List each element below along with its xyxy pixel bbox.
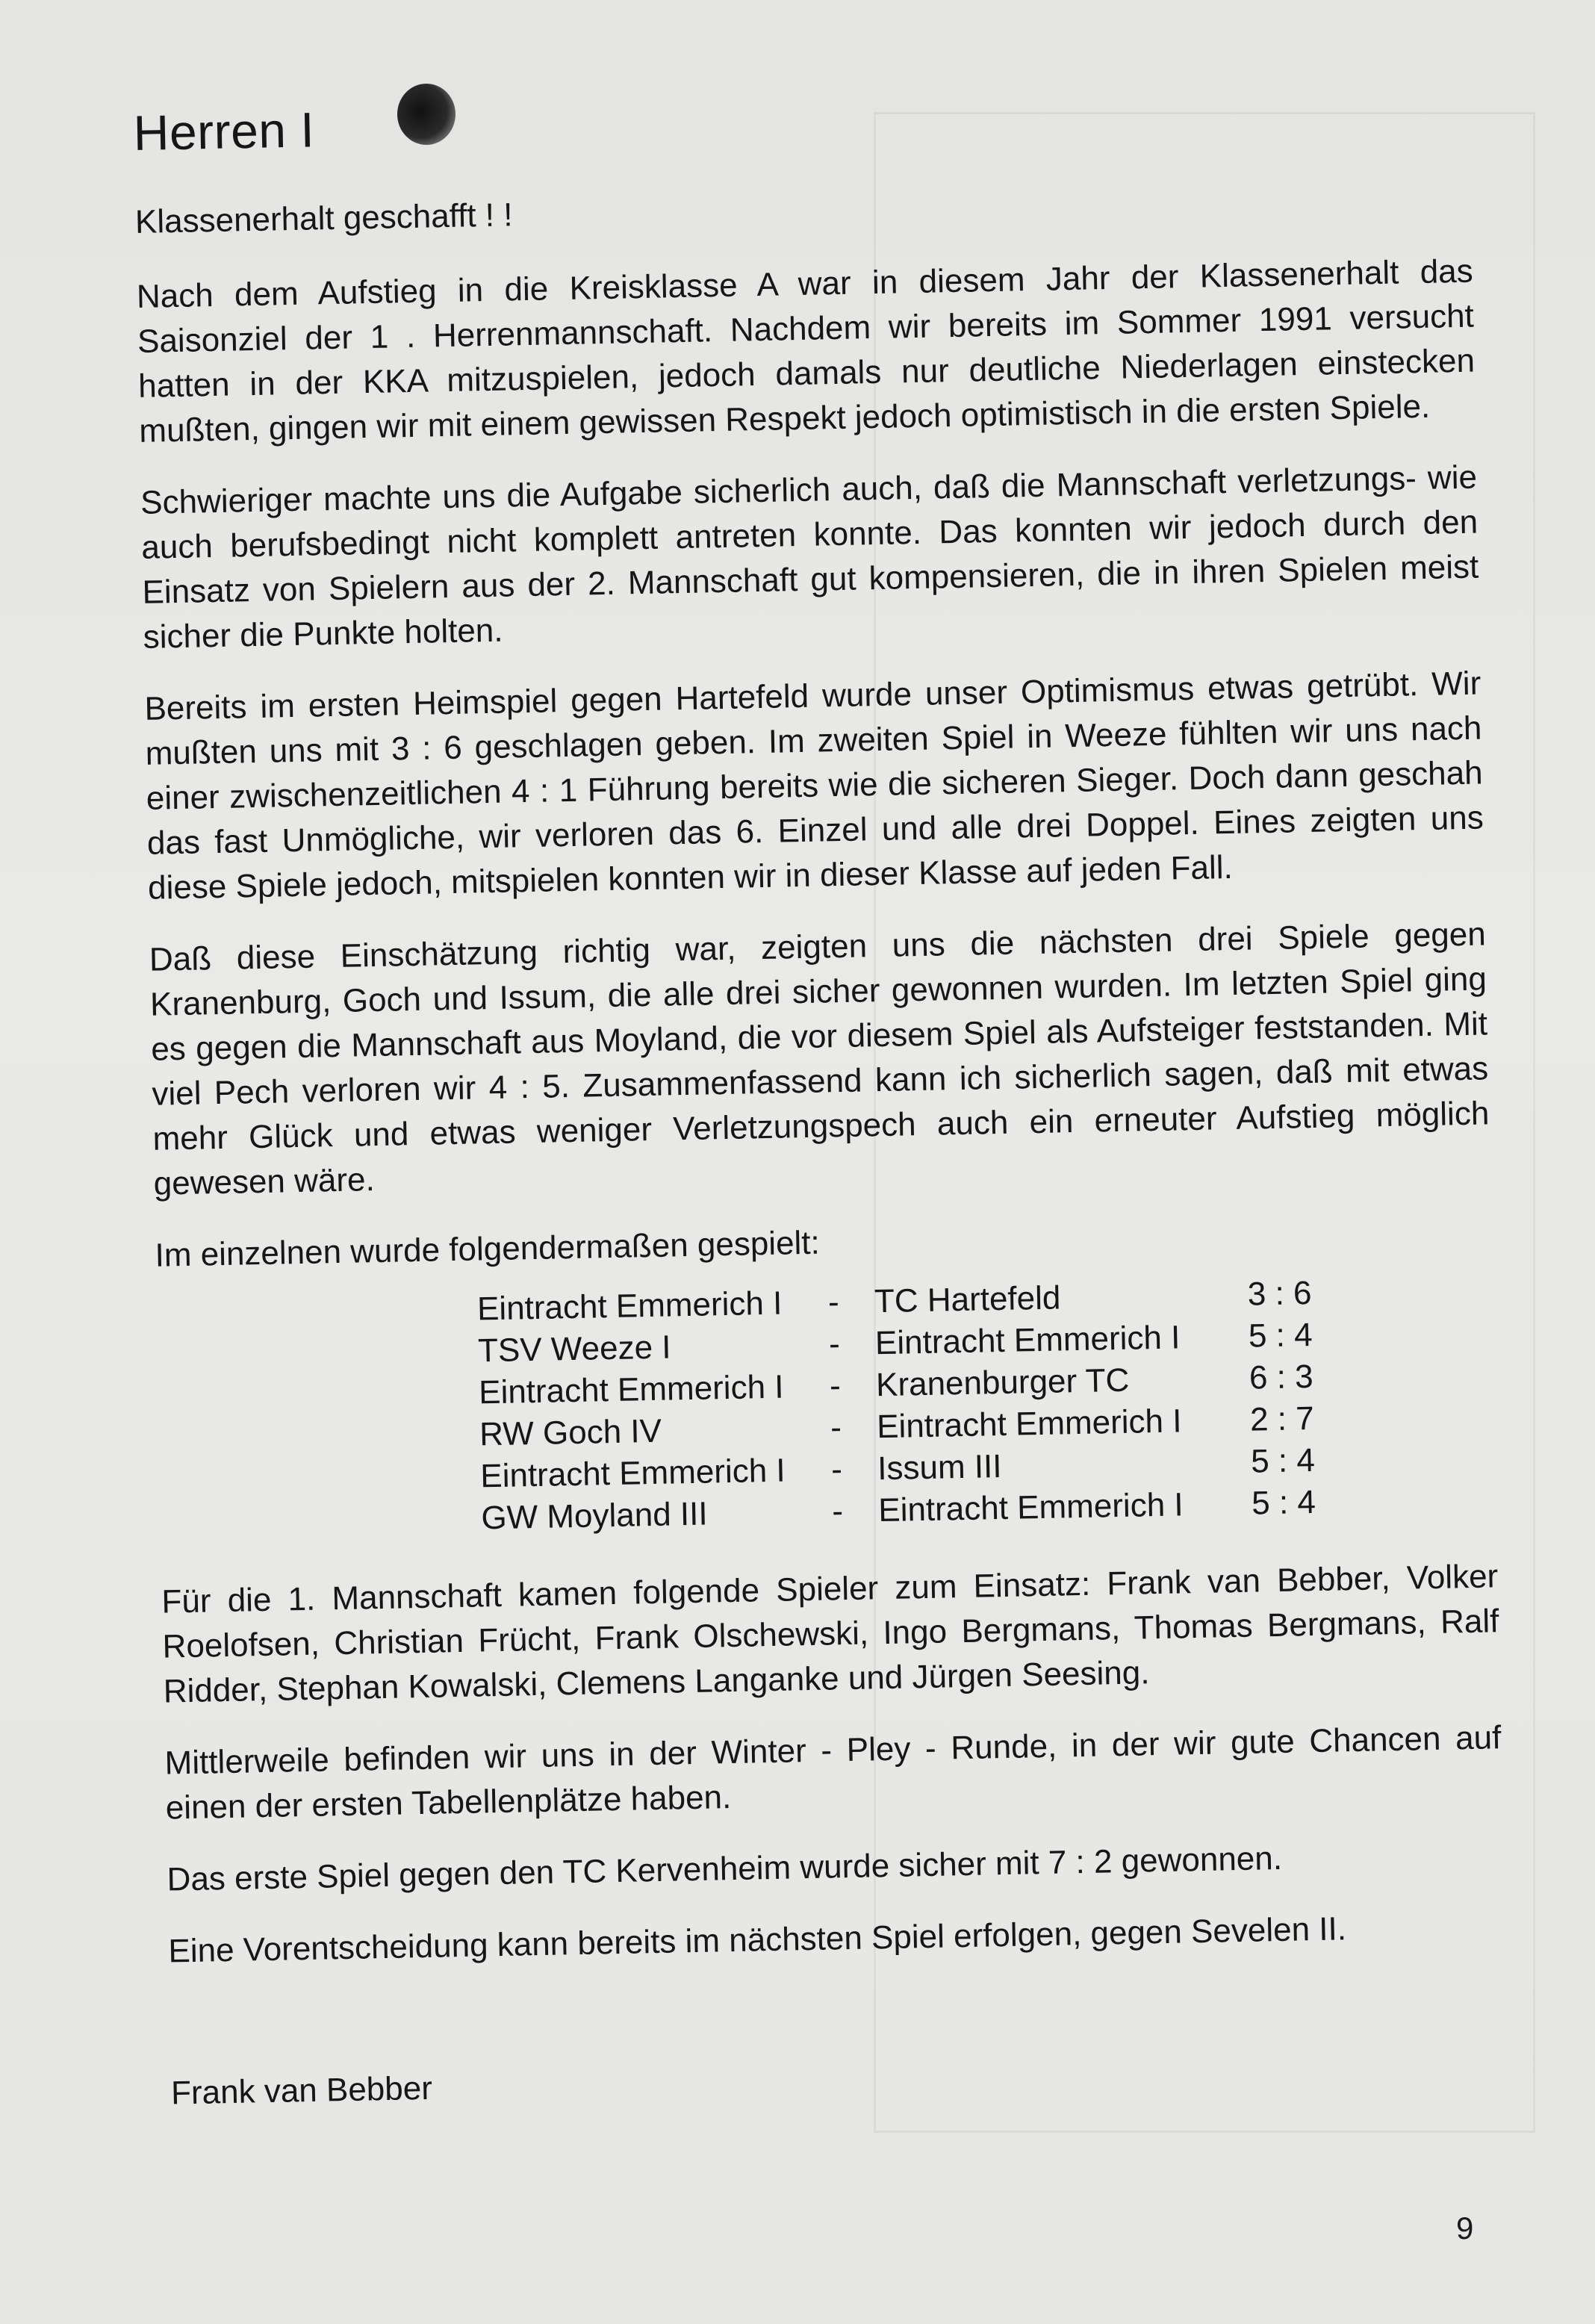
home-team: GW Moyland III xyxy=(480,1495,709,1537)
page-number: 9 xyxy=(1456,2210,1474,2246)
results-table xyxy=(477,1272,1342,1539)
separator: - xyxy=(827,1284,840,1321)
score: 5 : 4 xyxy=(1248,1316,1313,1355)
home-team: Eintracht Emmerich I xyxy=(479,1452,786,1495)
paragraph-next-game: Eine Vorentscheidung kann bereits im nächsten Spiel erfolgen, gegen Sevelen II. xyxy=(168,1910,1347,1970)
separator: - xyxy=(829,1367,842,1405)
paragraph-later-games: Daß diese Einschätzung richtig war, zeigten uns die nächsten drei Spiele gegen Kranenburg, Goch und Issum, die alle drei sicher gewonnen wurden. Im letzten Spiel ging es gegen die Mannschaft aus Moyland, die vor diesem Spiel als Aufsteiger feststanden. Mit viel Pech verloren wir 4 : 5. Zusammenfassend kann ich sicherlich sagen, daß mit etwas mehr Glück und etwas weniger Verletzungspech auch ein erneuter Aufstieg möglich gewesen wäre. xyxy=(149,916,1490,1202)
away-team: Eintracht Emmerich I xyxy=(877,1486,1184,1529)
separator: - xyxy=(828,1326,841,1363)
score: 5 : 4 xyxy=(1250,1441,1316,1480)
author-signature: Frank van Bebber xyxy=(170,2069,433,2112)
home-team: RW Goch IV xyxy=(479,1412,662,1453)
paragraph-first-winter-game: Das erste Spiel gegen den TC Kervenheim wurde sicher mit 7 : 2 gewonnen. xyxy=(167,1839,1283,1898)
home-team: TSV Weeze I xyxy=(477,1329,671,1370)
away-team: Kranenburger TC xyxy=(875,1361,1130,1404)
paragraph-intro: Nach dem Aufstieg in die Kreisklasse A war in diesem Jahr der Klassenerhalt das Saisonziel der 1 . Herrenmannschaft. Nachdem wir bereits im Sommer 1991 versucht hatten in der KKA mitzuspielen, jedoch damals nur deutliche Niederlagen einstecken mußten, gingen wir mit einem gewissen Respekt jedoch optimistisch in die ersten Spiele. xyxy=(136,252,1476,450)
subtitle: Klassenerhalt geschafft ! ! xyxy=(134,196,513,240)
paragraph-difficulty: Schwieriger machte uns die Aufgabe sicherlich auch, daß die Mannschaft verletzungs- wie auch berufsbedingt nicht komplett antreten konnte. Das konnten wir jedoch durch den Einsatz von Spielern aus der 2. Mannschaft gut kompensieren, die in ihren Spielen meist sicher die Punkte holten. xyxy=(140,459,1479,656)
score: 5 : 4 xyxy=(1251,1483,1316,1522)
paragraph-first-games: Bereits im ersten Heimspiel gegen Hartefeld wurde unser Optimismus etwas getrübt. Wir mußten uns mit 3 : 6 geschlagen geben. Im zweiten Spiel in Weeze fühlten wir uns nach einer zwischenzeitlichen 4 : 1 Führung bereits wie die sicheren Sieger. Doch dann geschah das fast Unmögliche, wir verloren das 6. Einzel und alle drei Doppel. Eines zeigten uns diese Spiele jedoch, mitspielen konnten wir in dieser Klasse auf jeden Fall. xyxy=(144,665,1484,907)
paragraph-winter-round: Mittlerweile befinden wir uns in der Winter - Pley - Runde, in der wir gute Chancen auf einen der ersten Tabellenplätze haben. xyxy=(164,1719,1502,1827)
paragraph-results-intro: Im einzelnen wurde folgendermaßen gespielt: xyxy=(155,1224,821,1274)
page-title: Herren I xyxy=(133,102,315,161)
home-team: Eintracht Emmerich I xyxy=(476,1284,783,1328)
score: 2 : 7 xyxy=(1249,1399,1315,1438)
paragraph-players: Für die 1. Mannschaft kamen folgende Spieler zum Einsatz: Frank van Bebber, Volker Roelofsen, Christian Frücht, Frank Olschewski, Ingo Bergmans, Thomas Bergmans, Ralf Ridder, Stephan Kowalski, Clemens Langanke und Jürgen Seesing. xyxy=(161,1558,1499,1710)
score: 6 : 3 xyxy=(1249,1358,1314,1396)
away-team: TC Hartefeld xyxy=(874,1279,1061,1320)
separator: - xyxy=(830,1409,842,1447)
article xyxy=(133,79,1508,2143)
away-team: Issum III xyxy=(877,1448,1002,1488)
score: 3 : 6 xyxy=(1247,1274,1312,1313)
home-team: Eintracht Emmerich I xyxy=(478,1368,784,1411)
away-team: Eintracht Emmerich I xyxy=(874,1319,1181,1362)
away-team: Eintracht Emmerich I xyxy=(876,1402,1182,1446)
separator: - xyxy=(830,1451,843,1488)
separator: - xyxy=(831,1493,844,1530)
